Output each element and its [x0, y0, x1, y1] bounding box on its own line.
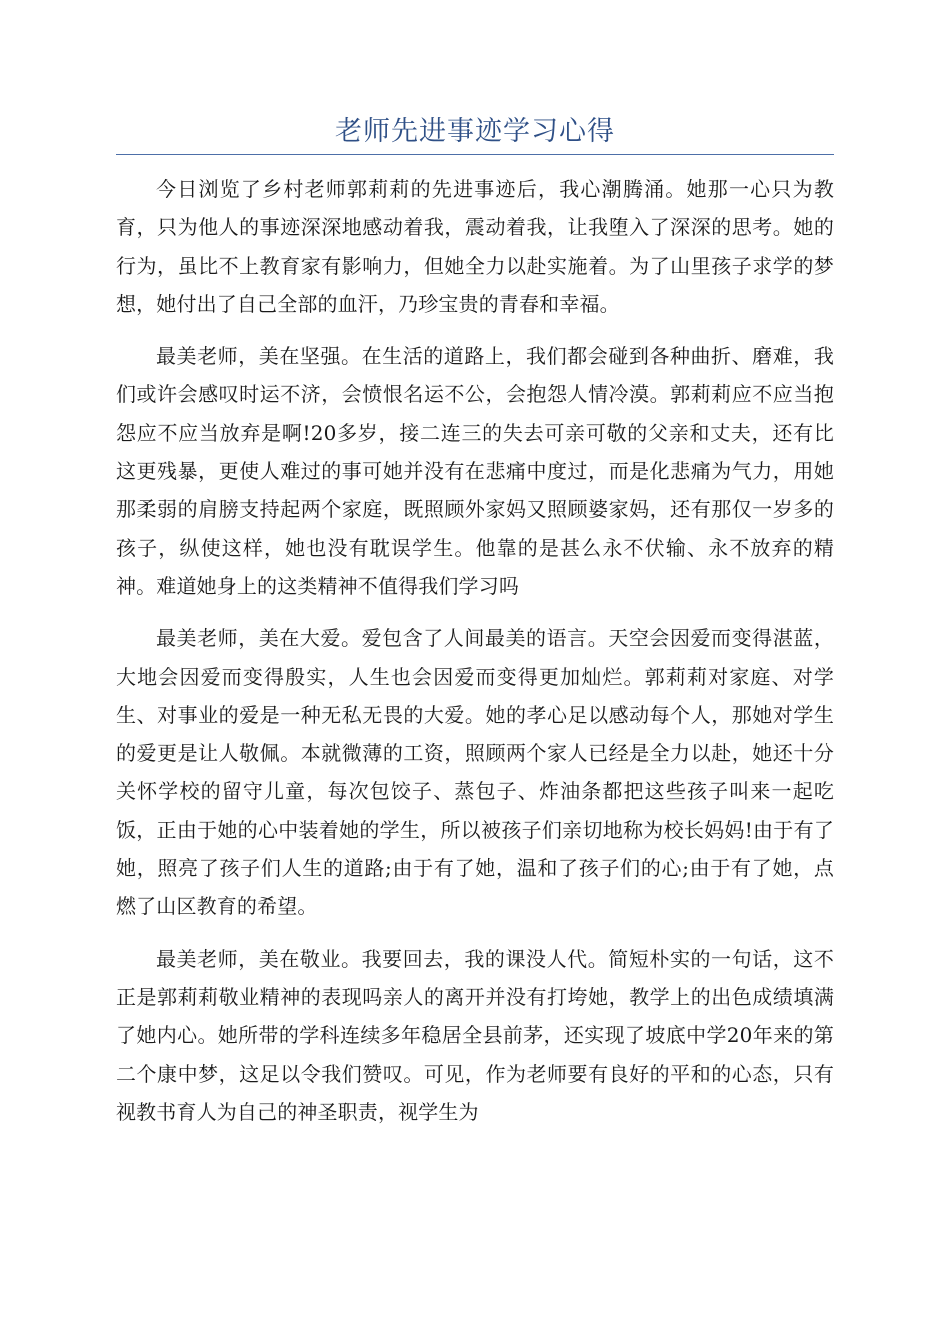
paragraph-dedication: 最美老师，美在敬业。我要回去，我的课没人代。简短朴实的一句话，这不正是郭莉莉敬业精神的表现吗亲人的离开并没有打垮她，教学上的出色成绩填满了她内心。她所带的学科连续多年稳居全县前茅，还实现了坡底中学20年来的第二个康中梦，这足以令我们赞叹。可见，作为老师要有良好的平和的心态，只有视教书育人为自己的神圣职责，视学生为 [116, 946, 834, 1124]
paragraph-strength: 最美老师，美在坚强。在生活的道路上，我们都会碰到各种曲折、磨难，我们或许会感叹时运不济，会愤恨名运不公，会抱怨人情冷漠。郭莉莉应不应当抱怨应不应当放弃是啊!20多岁，接二连三的失去可亲可敬的父亲和丈夫，还有比这更残暴，更使人难过的事可她并没有在悲痛中度过，而是化悲痛为气力，用她那柔弱的肩膀支持起两个家庭，既照顾外家妈又照顾婆家妈，还有那仅一岁多的孩子，纵使这样，她也没有耽误学生。他靠的是甚么永不伏输、永不放弃的精神。难道她身上的这类精神不值得我们学习吗 [116, 344, 834, 598]
document-title: 老师先进事迹学习心得 [335, 116, 615, 147]
paragraph-love: 最美老师，美在大爱。爱包含了人间最美的语言。天空会因爱而变得湛蓝，大地会因爱而变得殷实，人生也会因爱而变得更加灿烂。郭莉莉对家庭、对学生、对事业的爱是一种无私无畏的大爱。她的孝心足以感动每个人，那她对学生的爱更是让人敬佩。本就微薄的工资，照顾两个家人已经是全力以赴，她还十分关怀学校的留守儿童，每次包饺子、蒸包子、炸油条都把这些孩子叫来一起吃饭，正由于她的心中装着她的学生，所以被孩子们亲切地称为校长妈妈!由于有了她，照亮了孩子们人生的道路;由于有了她，温和了孩子们的心;由于有了她，点燃了山区教育的希望。 [116, 626, 834, 919]
paragraph-intro: 今日浏览了乡村老师郭莉莉的先进事迹后，我心潮腾涌。她那一心只为教育，只为他人的事迹深深地感动着我，震动着我，让我堕入了深深的思考。她的行为，虽比不上教育家有影响力，但她全力以赴实施着。为了山里孩子求学的梦想，她付出了自己全部的血汗，乃珍宝贵的青春和幸福。 [116, 177, 834, 316]
title-underline [116, 154, 834, 155]
document-body [116, 170, 834, 1145]
